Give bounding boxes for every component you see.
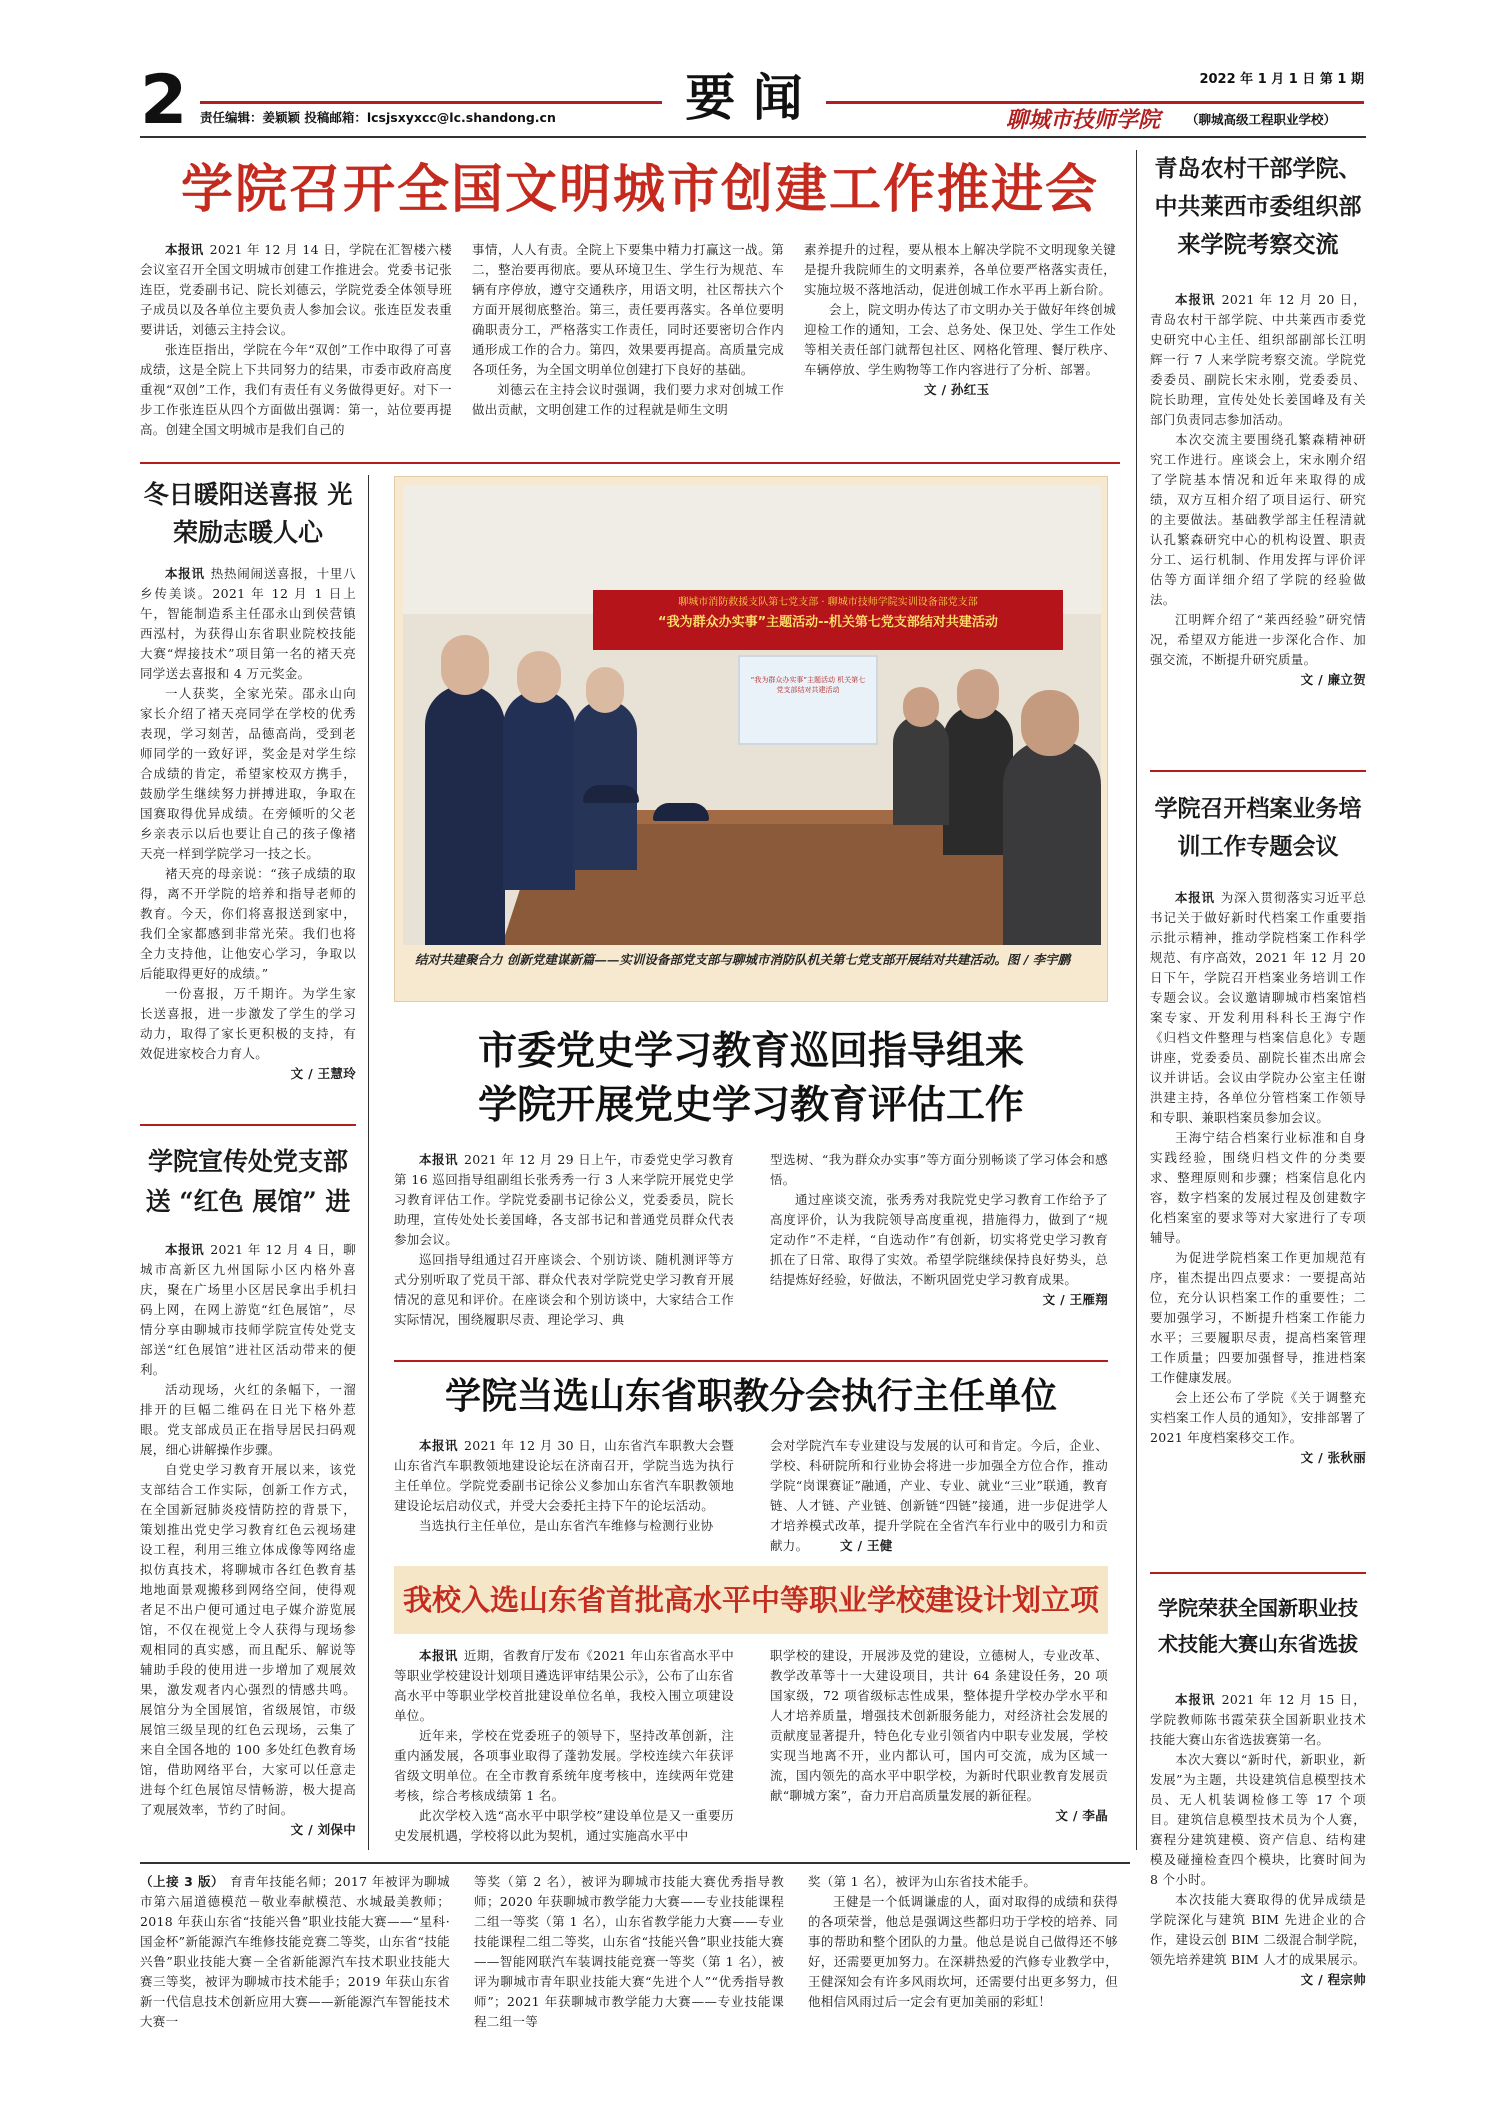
s3-body: 本报讯 2021 年 12 月 20 日，青岛农村干部学院、中共莱西市委党史研究中心主任、组织部副部长江明辉一行 7 人来学院考察交流。学院党委委员、副院长宋永刚，党委委员、院长助理，宣传处处长姜国峰及有关部门负责同志参加活动。 本次交流主要围绕孔繁森精神研究工作进行。座谈会上，宋永刚介绍了学院基本情况和近年来取得的成绩，双方互相介绍了项目运行、研究的主要做法。基础教学部主任程清就认孔繁森研究中心的机构设置、职责分工、运行机制、作用发挥与评价评估等方面详细介绍了学院的经验做法。 江明辉介绍了“莱西经验”研究情况，希望双方能进一步深化合作、加强交流，不断提升研究质量。 文 / 廉立贺: [1150, 290, 1366, 740]
cap-1: [583, 785, 639, 803]
s1-body: 本报讯 热热闹闹送喜报，十里八乡传美谈。2021 年 12 月 1 日上午，智能制造系主任邵永山到侯营镇西泓村，为获得山东省职业院校技能大赛“焊接技术”项目第一名的褚天亮同学送去喜报和 4 万元奖金。 一人获奖，全家光荣。邵永山向家长介绍了褚天亮同学在学校的优秀表现，学习刻苦，品德高尚，受到老师同学的一致好评，奖金是对学生综合成绩的肯定，希望家校双方携手，鼓励学生继续努力拼搏进取，争取在国赛取得优异成绩。在旁倾听的父老乡亲表示以后也要让自己的孩子像褚天亮一样到学院学习一技之长。 褚天亮的母亲说：“孩子成绩的取得，离不开学院的培养和指导老师的教育。今天，你们将喜报送到家中，我们全家都感到非常光荣。我们也将全力支持他，让他安心学习，争取以后能取得更好的成绩。” 一份喜报，万千期许。为学生家长送喜报，进一步激发了学生的学习动力，取得了家长更积极的支持，有效促进家校合力育人。 文 / 王慧玲: [140, 564, 356, 1114]
s8-headline: 我校入选山东省首批高水平中等职业学校建设计划立项: [402, 1583, 1099, 1617]
lead-headline: 学院召开全国文明城市创建工作推进会: [180, 159, 1099, 220]
s4-headline: 学院召开档案业务培训工作专题会议: [1154, 795, 1362, 860]
photo-frame: [394, 476, 1108, 1002]
photo-banner-line1: 聊城市消防救援支队第七党支部 · 聊城市技师学院实训设备部党支部: [678, 597, 978, 608]
s1-byline: 文 / 王慧玲: [290, 1066, 356, 1081]
person-2: [503, 690, 575, 890]
s7-column-2: 会对学院汽车专业建设与发展的认可和肯定。今后，企业、学校、科研院所和行业协会将进一步加强全方位合作，推动学院“岗课赛证”融通，产业、专业、就业“三业”联通，教育链、人才链、产业链、创新链“四链”接通，进一步促进学人才培养模式改革，提升学院在全省汽车行业中的吸引力和贡献力。 文 / 王健: [770, 1436, 1108, 1556]
lead-column-2: 事情，人人有责。全院上下要集中精力打赢这一战。第二，整治要再彻底。要从环境卫生、学生行为规范、车辆有序停放，遵守交通秩序，用语文明，社区帮扶六个方面开展彻底整治。第三，责任要再落实。各单位要明确职责分工，严格落实工作责任，同时还要密切合作内通形成工作的合力。第四，效果要再提高。高质量完成各项任务，为全国文明单位创建打下良好的基础。 刘德云在主持会议时强调，我们要力求对创城工作做出贡献，文明创建工作的过程就是师生文明: [472, 242, 784, 417]
masthead-rule-left: [200, 101, 662, 104]
paper-name: 聊城市技师学院: [1006, 107, 1161, 133]
s7-headline: 学院当选山东省职教分会执行主任单位: [444, 1375, 1057, 1417]
person-1-head: [441, 635, 489, 695]
s6-byline: 文 / 王雁翔: [1042, 1292, 1108, 1307]
s3-byline: 文 / 廉立贺: [1300, 672, 1366, 687]
date-issue: 2022 年 1 月 1 日 第 1 期: [1199, 72, 1364, 87]
s1-bottom-rule: [140, 1124, 356, 1126]
s7-column-1: 本报讯 2021 年 12 月 30 日，山东省汽车职教大会暨山东省汽车职教领地建设论坛在济南召开，学院当选为执行主任单位。学院党委副书记徐公义参加山东省汽车职教领地建设论坛启动仪式，并受大会委托主持下午的论坛活动。 当选执行主任单位，是山东省汽车维修与检测行业协: [394, 1438, 734, 1533]
lead-column-1: 本报讯 2021 年 12 月 14 日，学院在汇智楼六楼会议室召开全国文明城市创建工作推进会。党委书记张连臣，党委副书记、院长刘德云，学院党委全体领导班子成员以及各单位主要负责人参加会议。张连臣发表重要讲话，刘德云主持会议。 张连臣指出，学院在今年“双创”工作中取得了可喜成绩，这是全院上下共同努力的结果，市委市政府高度重视“双创”工作，我们有责任有义务做得更好。对下一步工作张连臣从四个方面做出强调：第一，站位要再提高。创建全国文明城市是我们自己的: [140, 242, 452, 437]
s4-body: 本报讯 为深入贯彻落实习近平总书记关于做好新时代档案工作重要指示批示精神，推动学院档案工作科学规范、有序高效，2021 年 12 月 20 日下午，学院召开档案业务培训工作专题会议。会议邀请聊城市档案馆档案专家、开发利用科科长王海宁作《归档文件整理与档案信息化》专题讲座，党委委员、副院长崔杰出席会议并讲话。会议由学院办公室主任谢洪建主持，各单位分管档案工作领导和专职、兼职档案员参加会议。 王海宁结合档案行业标准和自身实践经验，围绕归档文件的分类要求、整理原则和步骤；档案信息化内容，数字档案的发展过程及创建数字化档案室的要求等对大家进行了专项辅导。 为促进学院档案工作更加规范有序，崔杰提出四点要求：一要提高站位，充分认识档案工作的重要性；二要加强学习，不断提升档案工作能力水平；三要履职尽责，提高档案管理工作质量；四要加强督导，推进档案工作健康发展。 会上还公布了学院《关于调整充实档案工作人员的通知》，安排部署了 2021 年度档案移交工作。 文 / 张秋丽: [1150, 888, 1366, 1668]
photo: [403, 485, 1101, 945]
s8-column-1: 本报讯 近期，省教育厅发布《2021 年山东省高水平中等职业学校建设计划项目遴选评审结果公示》，公布了山东省高水平中等职业学校首批建设单位名单，我校入围立项建设单位。 近年来，学校在党委班子的领导下，坚持改革创新，注重内涵发展，各项事业取得了蓬勃发展。学校连续六年获评省级文明单位。在全市教育系统年度考核中，连续两年党建考核，综合考核成绩第 1 名。 此次学校入选“高水平中职学校”建设单位是又一重要历史发展机遇，学校将以此为契机，通过实施高水平中: [394, 1648, 734, 1843]
left-column-divider: [368, 475, 369, 1850]
person-6-head: [903, 687, 939, 727]
s6-headline: [394, 1024, 1108, 1134]
section-title: 要 闻: [685, 68, 803, 127]
bottom-section-rule: [140, 1862, 1130, 1864]
cap-2: [653, 803, 709, 821]
paper-subtitle: （聊城高级工程职业学校）: [1186, 112, 1337, 127]
s6-headline-line2: 学院开展党史学习教育评估工作: [477, 1082, 1024, 1128]
editor-line: 责任编辑：姜颖颖 投稿邮箱：lcsjsxyxcc@lc.shandong.cn: [200, 110, 556, 125]
s8-column-2: 职学校的建设，开展涉及党的建设，立德树人，专业改革、教学改革等十一大建设项目，共计 64 条建设任务，20 项国家级，72 项省级标志性成果，整体提升学校办学水平和人才培养质量，增强技术创新服务能力，对经济社会发展的贡献度显著提升，特色化专业引领省内中职专业发展，学校实现当地离不开，业内都认可，国内可交流，成为区域一流，国内领先的高水平中职学校，为新时代职业教育发展贡献“聊城方案”，奋力开启高质量发展的新征程。 文 / 李晶: [770, 1646, 1108, 1854]
s6-column-1: 本报讯 2021 年 12 月 29 日上午，市委党史学习教育第 16 巡回指导组副组长张秀秀一行 3 人来学院开展党史学习教育评估工作。学院党委副书记徐公义，党委委员，院长助理，宣传处处长姜国峰，各支部书记和普通党员群众代表参加会议。 巡回指导组通过召开座谈会、个别访谈、随机测评等方式分别听取了党员干部、群众代表对学院党史学习教育开展情况的意见和评价。在座谈会和个别访谈中，大家结合工作实际情况，围绕履职尽责、理论学习、典: [394, 1152, 734, 1327]
s7-byline: 文 / 王健: [840, 1538, 893, 1553]
photo-caption: 结对共建聚合力 创新党建谋新篇——实训设备部党支部与聊城市消防队机关第七党支部开展结对共建活动。图 / 李宇鹏: [415, 952, 1071, 967]
person-5: [1003, 740, 1101, 945]
person-4-head: [957, 669, 999, 719]
s2-headline: 学院宣传处党支部送 “红色 展馆” 进: [145, 1147, 351, 1216]
s3-headline: 青岛农村干部学院、中共莱西市委组织部来学院考察交流: [1154, 155, 1362, 258]
person-3-head: [586, 667, 624, 713]
s6-bottom-rule: [394, 1360, 1108, 1362]
page-number: 2: [140, 66, 188, 136]
person-1: [425, 685, 505, 945]
s8-byline: 文 / 李晶: [1055, 1808, 1108, 1823]
person-6: [893, 715, 949, 825]
s6-column-2: 型选树、“我为群众办实事”等方面分别畅谈了学习体会和感悟。 通过座谈交流，张秀秀对我院党史学习教育工作给予了高度评价，认为我院领导高度重视，措施得力，做到了“规定动作”不走样，“自选动作”有创新，切实将党史学习教育抓在了日常、取得了实效。希望学院继续保持良好势头，总结提炼好经验，好做法，不断巩固党史学习教育成果。 文 / 王雁翔: [770, 1150, 1108, 1350]
s2-body: 本报讯 2021 年 12 月 4 日，聊城市高新区九州国际小区内格外喜庆，聚在广场里小区居民拿出手机扫码上网，在网上游览“红色展馆”，尽情分享由聊城市技师学院宣传处党支部送“红色展馆”进社区活动带来的便利。 活动现场，火红的条幅下，一溜排开的巨幅二维码在日光下格外惹眼。党支部成员正在指导居民扫码观展，细心讲解操作步骤。 自党史学习教育开展以来，该党支部结合工作实际，创新工作方式，在全国新冠肺炎疫情防控的背景下，策划推出党史学习教育红色云视场建设工程，利用三维立体成像等网络虚拟仿真技术，将聊城市各红色教育基地地面景观搬移到网络空间，使得观者足不出户便可通过电子媒介游览展馆，不仅在视觉上令人获得与现场参观相同的真实感，而且配乐、解说等辅助手段的使用进一步增加了观展效果，激发观者内心强烈的情感共鸣。展馆分为全国展馆，省级展馆，市级展馆三级呈现的红色云现场，云集了来自全国各地的 100 多处红色教育场馆，借助网络平台，大家可以任意走进每个红色展馆尽情畅游，极大提高了观展效率，节约了时间。 文 / 刘保中: [140, 1240, 356, 1850]
s9-column-3: 奖（第 1 名），被评为山东省技术能手。 王健是一个低调谦虚的人，面对取得的成绩和获得的各项荣誉，他总是强调这些都归功于学校的培养、同事的帮助和整个团队的力量。他总是说自己做得还不够好，还需要更加努力。在深耕热爱的汽修专业教学中，王健深知会有许多风雨坎坷，还需要付出更多努力，但他相信风雨过后一定会有更加美丽的彩虹！: [808, 1874, 1118, 2009]
person-2-head: [517, 651, 561, 703]
right-column-divider: [1136, 150, 1137, 1850]
masthead-rule-right: [826, 101, 1364, 104]
s5-body: 本报讯 2021 年 12 月 15 日，学院教师陈书霞荣获全国新职业技术技能大赛山东省选拔赛第一名。 本次大赛以“新时代，新职业，新发展”为主题，共设建筑信息模型技术员、无人机装调检修工等 17 个项目。建筑信息模型技术员为个人赛，赛程分建筑建模、资产信息、结构建模及碰撞检查四个模块，比赛时间为 8 个小时。 本次技能大赛取得的优异成绩是学院深化与建筑 BIM 先进企业的合作，建设云创 BIM 二级混合制学院，领先培养建筑 BIM 人才的成果展示。 文 / 程宗帅: [1150, 1690, 1366, 2090]
photo-red-banner: [593, 590, 1063, 650]
lead-bottom-rule: [140, 462, 1120, 464]
photo-banner-line2: “我为群众办实事”主题活动--机关第七党支部结对共建活动: [658, 615, 998, 630]
s6-headline-line1: 市委党史学习教育巡回指导组来: [477, 1028, 1024, 1074]
masthead-bottom-rule: [140, 136, 1366, 138]
s5-byline: 文 / 程宗帅: [1300, 1972, 1366, 1987]
lead-column-3: 素养提升的过程，要从根本上解决学院不文明现象关键是提升我院师生的文明素养，各单位要严格落实责任，实施垃圾不落地活动，促进创城工作水平再上新台阶。 会上，院文明办传达了市文明办关于做好年终创城迎检工作的通知，工会、总务处、保卫处、学生工作处等相关责任部门就帮包社区、网格化管理、餐厅秩序、车辆停放、学生购物等工作内容进行了分析、部署。 文 / 孙红玉: [804, 240, 1116, 458]
s4-byline: 文 / 张秋丽: [1300, 1450, 1366, 1465]
person-5-head: [1021, 690, 1079, 756]
s9-column-2: 等奖（第 2 名），被评为聊城市技能大赛优秀指导教师；2020 年获聊城市教学能力大赛——专业技能课程二组一等奖（第 1 名），山东省教学能力大赛——专业技能课程二组二等奖，山东省“技能兴鲁”职业技能大赛——智能网联汽车装调技能竞赛一等奖（第 1 名），被评为聊城市青年职业技能大赛“先进个人”“优秀指导教师”；2021 年获聊城市教学能力大赛——专业技能课程二组一等: [474, 1874, 784, 2029]
s3-bottom-rule: [1150, 770, 1366, 772]
s4-bottom-rule: [1150, 1572, 1366, 1574]
s5-headline: 学院荣获全国新职业技术技能大赛山东省选拔: [1158, 1596, 1358, 1656]
s9-column-1: （上接 3 版） 育青年技能名师；2017 年被评为聊城市第六届道德模范－敬业奉献模范、水城最美教师；2018 年获山东省“技能兴鲁”职业技能大赛——“星科·国金杯”新能源汽车维修技能竞赛二等奖，山东省“技能兴鲁”职业技能大赛－全省新能源汽车技术职业技能大赛三等奖，被评为聊城市技术能手；2019 年获山东省新一代信息技术创新应用大赛——新能源汽车智能技术大赛一: [140, 1874, 450, 2029]
projection-screen: [738, 655, 878, 745]
s2-byline: 文 / 刘保中: [290, 1822, 356, 1837]
projection-screen-text: “我为群众办实事”主题活动 机关第七党支部结对共建活动: [750, 676, 866, 694]
s1-headline: 冬日暖阳送喜报 光荣励志暖人心: [143, 480, 353, 547]
lead-byline: 文 / 孙红玉: [924, 382, 990, 397]
